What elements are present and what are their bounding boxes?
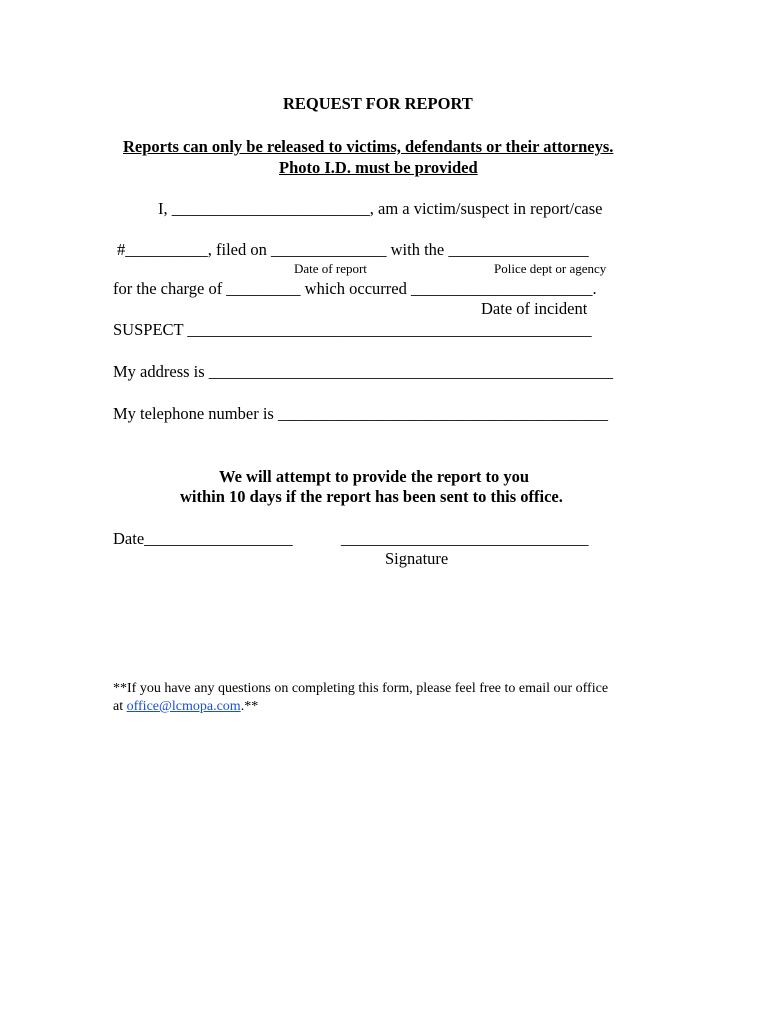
victim-name-line: I, ________________________, am a victim/suspect in report/case <box>158 199 603 218</box>
date-line: Date__________________ <box>113 529 293 548</box>
date-of-report-label: Date of report <box>294 261 367 276</box>
address-line: My address is _________________________________________________ <box>113 362 614 381</box>
attempt-line-1: We will attempt to provide the report to you <box>219 467 530 486</box>
suspect-line: SUSPECT _________________________________________________ <box>113 320 592 339</box>
signature-label: Signature <box>385 549 449 568</box>
footer-suffix: .** <box>240 699 259 714</box>
charge-line: for the charge of _________ which occurred ______________________. <box>113 279 597 298</box>
footer-prefix: at <box>113 699 127 714</box>
attempt-line-2: within 10 days if the report has been sent to this office. <box>180 487 563 506</box>
notice-line-1: Reports can only be released to victims, defendants or their attorneys. <box>123 137 614 156</box>
office-email-link[interactable]: office@lcmopa.com <box>126 699 241 714</box>
date-of-incident-label: Date of incident <box>481 299 588 318</box>
footer-line-2 <box>113 700 258 714</box>
signature-line: ______________________________ <box>341 529 589 548</box>
police-dept-label: Police dept or agency <box>494 261 607 276</box>
form-title: REQUEST FOR REPORT <box>283 94 473 113</box>
notice-line-2: Photo I.D. must be provided <box>279 158 478 177</box>
case-number-line: #__________, filed on ______________ with the _________________ <box>117 240 589 259</box>
footer-line-1: **If you have any questions on completing this form, please feel free to email our office <box>113 681 609 696</box>
telephone-line: My telephone number is ________________________________________ <box>113 404 608 423</box>
